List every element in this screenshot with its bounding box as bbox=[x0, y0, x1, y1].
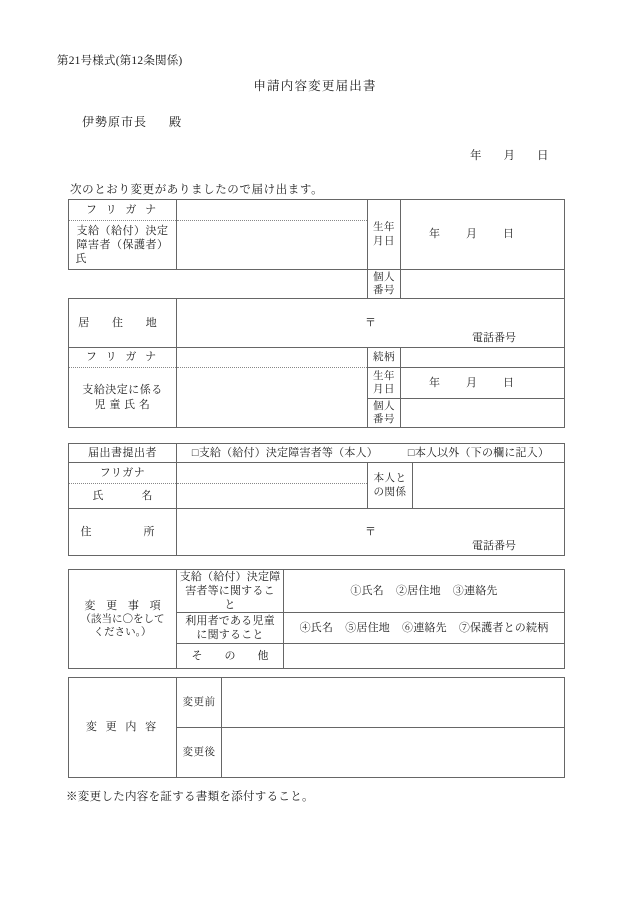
change-option-3[interactable]: ③連絡先 bbox=[452, 585, 498, 598]
applicant-mynumber-row bbox=[69, 270, 565, 299]
change-content-section-label: 変 更 内 容 bbox=[69, 678, 177, 778]
child-birth-ymd: 年 月 日 bbox=[429, 376, 514, 389]
applicant-furigana-label: フ リ ガ ナ bbox=[69, 200, 177, 221]
change-option-1[interactable]: ①氏名 bbox=[350, 585, 384, 598]
submitter-header-label: 届出書提出者 bbox=[69, 444, 177, 463]
submitter-name-label: 氏 名 bbox=[69, 484, 177, 509]
submitter-relation-input[interactable] bbox=[413, 463, 565, 509]
submitter-address-label: 住 所 bbox=[69, 509, 177, 556]
footnote: ※変更した内容を証する書類を添付すること。 bbox=[66, 791, 314, 803]
checkbox-self[interactable]: □支給（給付）決定障害者等（本人） bbox=[191, 446, 378, 459]
submitter-name-input[interactable] bbox=[177, 484, 368, 509]
child-name-label: 支給決定に係る 児 童 氏 名 bbox=[69, 368, 177, 428]
date-day-label: 日 bbox=[537, 150, 549, 162]
residence-tel-label: 電話番号 bbox=[472, 331, 516, 344]
document-title: 申請内容変更届出書 bbox=[253, 79, 377, 93]
date-year-label: 年 bbox=[470, 150, 482, 162]
submitter-tel-label: 電話番号 bbox=[472, 539, 517, 552]
child-mynumber-input[interactable] bbox=[401, 399, 565, 428]
submission-date-line bbox=[470, 147, 549, 163]
change-option-4[interactable]: ④氏名 bbox=[299, 622, 334, 635]
addressee-honorific: 殿 bbox=[169, 115, 183, 129]
submitter-table bbox=[68, 443, 565, 556]
form-number: 第21号様式(第12条関係) bbox=[57, 55, 183, 67]
submitter-relation-label: 本人と の関係 bbox=[368, 463, 413, 509]
applicant-birth-input[interactable] bbox=[401, 200, 565, 270]
submitter-checkbox-group bbox=[177, 444, 565, 463]
change-row1-label: 支給（給付）決定障 害者等に関するこ と bbox=[177, 570, 284, 613]
change-after-label: 変更後 bbox=[177, 728, 222, 778]
change-row-applicant bbox=[69, 570, 565, 613]
change-option-5[interactable]: ⑤居住地 bbox=[345, 622, 390, 635]
submitter-furigana-input[interactable] bbox=[177, 463, 368, 484]
child-mynumber-label: 個人 番号 bbox=[368, 399, 401, 428]
child-furigana-row bbox=[69, 348, 565, 368]
submitter-furigana-label: フリガナ bbox=[69, 463, 177, 484]
change-before-input[interactable] bbox=[222, 678, 565, 728]
change-option-6[interactable]: ⑥連絡先 bbox=[402, 622, 447, 635]
change-before-row bbox=[69, 678, 565, 728]
change-items-section-label: 変 更 事 項 （該当に〇をして ください。） bbox=[69, 570, 177, 669]
applicant-furigana-row bbox=[69, 200, 565, 221]
change-content-table bbox=[68, 677, 565, 778]
applicant-birth-ymd: 年 月 日 bbox=[429, 228, 514, 241]
change-before-label: 変更前 bbox=[177, 678, 222, 728]
change-items-table bbox=[68, 569, 565, 669]
residence-input[interactable] bbox=[177, 299, 565, 348]
change-row3-label: そ の 他 bbox=[177, 644, 284, 669]
applicant-mynumber-label: 個人 番号 bbox=[368, 270, 401, 299]
postal-mark-icon: 〒 bbox=[365, 316, 376, 329]
applicant-birth-label: 生年 月日 bbox=[368, 200, 401, 270]
addressee-line bbox=[82, 113, 182, 130]
child-furigana-label: フ リ ガ ナ bbox=[69, 348, 177, 368]
child-birth-input[interactable] bbox=[401, 368, 565, 399]
change-row1-options[interactable] bbox=[284, 570, 565, 613]
postal-mark-icon-2: 〒 bbox=[365, 525, 377, 538]
applicant-furigana-input[interactable] bbox=[177, 200, 368, 221]
child-relation-input[interactable] bbox=[401, 348, 565, 368]
date-month-label: 月 bbox=[503, 150, 515, 162]
change-row2-options[interactable] bbox=[284, 613, 565, 644]
change-option-7[interactable]: ⑦保護者との続柄 bbox=[458, 622, 549, 635]
child-name-row bbox=[69, 368, 565, 399]
applicant-table bbox=[68, 199, 565, 428]
child-name-input[interactable] bbox=[177, 368, 368, 428]
child-birth-label: 生年 月日 bbox=[368, 368, 401, 399]
change-row3-input[interactable] bbox=[284, 644, 565, 669]
child-relation-label: 続柄 bbox=[368, 348, 401, 368]
change-option-2[interactable]: ②居住地 bbox=[395, 585, 441, 598]
addressee-name: 伊勢原市長 bbox=[82, 115, 148, 129]
submitter-address-input[interactable] bbox=[177, 509, 565, 556]
checkbox-other[interactable]: □本人以外（下の欄に記入） bbox=[407, 446, 550, 459]
lead-statement: 次のとおり変更がありましたので届け出ます。 bbox=[70, 184, 324, 196]
child-furigana-input[interactable] bbox=[177, 348, 368, 368]
submitter-furigana-row bbox=[69, 463, 565, 484]
submitter-address-row bbox=[69, 509, 565, 556]
change-row2-label: 利用者である児童 に関すること bbox=[177, 613, 284, 644]
applicant-name-input[interactable] bbox=[177, 221, 368, 270]
applicant-name-label: 支給（給付）決定 障害者（保護者） 氏 bbox=[69, 221, 177, 270]
applicant-residence-row bbox=[69, 299, 565, 348]
applicant-mynumber-input[interactable] bbox=[401, 270, 565, 299]
residence-label: 居 住 地 bbox=[69, 299, 177, 348]
spacer-cell-b bbox=[177, 270, 368, 299]
submitter-header-row bbox=[69, 444, 565, 463]
spacer-cell-a bbox=[69, 270, 177, 299]
change-after-input[interactable] bbox=[222, 728, 565, 778]
